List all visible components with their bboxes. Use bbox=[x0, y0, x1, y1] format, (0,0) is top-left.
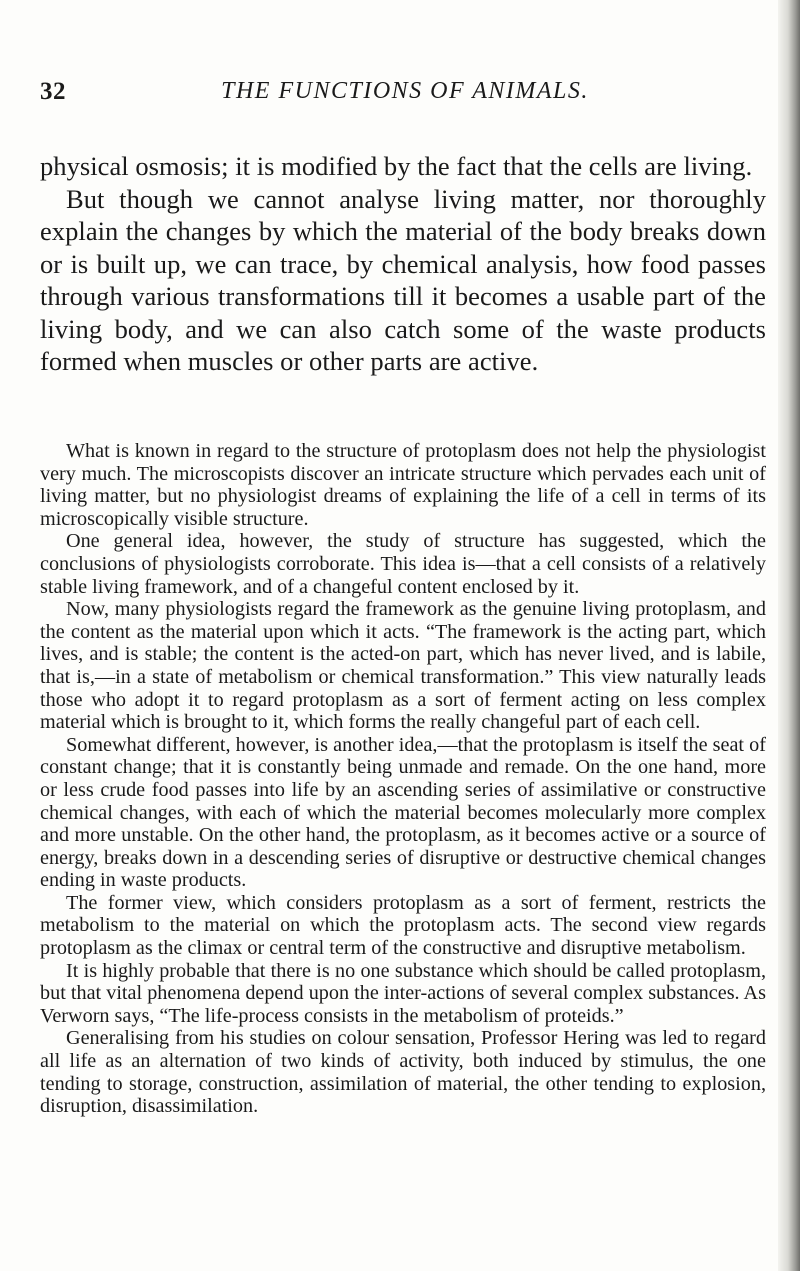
paragraph-constant-change: Somewhat different, however, is another idea,—that the protoplasm is itself the seat of constant change; that it is constantly being unmade and remade. On the one hand, more or less crude food passes into life by an ascending series of assimilative or constructive chemical changes, with each of which the material becomes molecularly more complex and more unstable. On the other hand, the protoplasm, as it becomes active or a source of energy, breaks down in a descending series of disruptive or destructive chemical changes ending in waste products. bbox=[40, 733, 766, 892]
paragraph-continuation: physical osmosis; it is modified by the fact that the cells are living. bbox=[40, 151, 753, 181]
main-text-block bbox=[40, 150, 766, 378]
note-text-block bbox=[40, 440, 766, 1118]
paragraph-former-view: The former view, which considers protoplasm as a sort of ferment, restricts the metabolism to the material on which the protoplasm acts. The second view regards protoplasm as the climax or central term of the constructive and disruptive metabolism. bbox=[40, 891, 766, 960]
page-header bbox=[40, 78, 770, 114]
running-title: THE FUNCTIONS OF ANIMALS. bbox=[221, 78, 589, 104]
paragraph-substances: It is highly probable that there is no one substance which should be called protoplasm, but that vital phenomena depend upon the inter-actions of several complex substances. As Verworn says, “The life-process consists in the metabolism of proteids.” bbox=[40, 959, 766, 1027]
page-number: 32 bbox=[40, 78, 66, 105]
page-binding-edge bbox=[778, 0, 800, 1271]
paragraph-general-idea: One general idea, however, the study of structure has suggested, which the conclusions of physiologists corroborate. This idea is—that a cell consists of a relatively stable living framework, and of a changeful content enclosed by it. bbox=[40, 530, 766, 598]
paragraph-hering: Generalising from his studies on colour sensation, Professor Hering was led to regard all life as an alternation of two kinds of activity, both induced by stimulus, the one tending to storage, construction, assimilation of material, the other tending to explosion, disruption, disassimilation. bbox=[40, 1027, 766, 1118]
paragraph-framework: Now, many physiologists regard the framework as the genuine living protoplasm, and the content as the material upon which it acts. “The framework is the acting part, which lives, and is stable; the content is the acted-on part, which has never lived, and is labile, that is,—in a state of metabolism or chemical transformation.” This view naturally leads those who adopt it to regard protoplasm as a sort of ferment acting on less complex material which is brought to it, which forms the really changeful part of each cell. bbox=[40, 598, 766, 734]
paragraph-structure: What is known in regard to the structure of protoplasm does not help the physiologist very much. The microscopists discover an intricate structure which pervades each unit of living matter, but no physiologist dreams of explaining the life of a cell in terms of its microscopically visible structure. bbox=[40, 440, 766, 530]
paragraph-analysis: But though we cannot analyse living matter, nor thoroughly explain the changes by which the material of the body breaks down or is built up, we can trace, by chemical analysis, how food passes through various transformations till it becomes a usable part of the living body, and we can also catch some of the waste products formed when muscles or other parts are active. bbox=[40, 183, 766, 376]
